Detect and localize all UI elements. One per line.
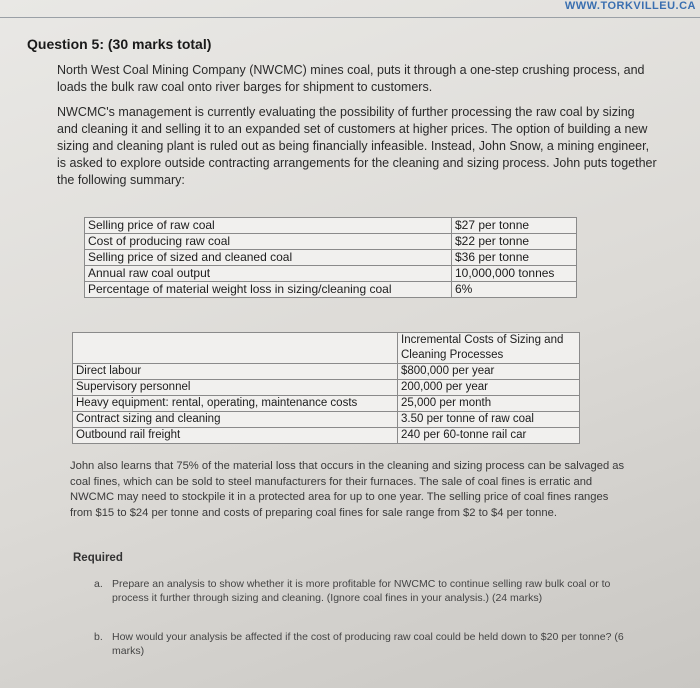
item-text: How would your analysis be affected if the cost of producing raw coal could be held down to $20 per tonne? (6 marks) bbox=[112, 631, 624, 657]
cost-label: Heavy equipment: rental, operating, maintenance costs bbox=[73, 396, 398, 412]
cost-value: 200,000 per year bbox=[398, 380, 580, 396]
table-row bbox=[85, 282, 577, 298]
summary-label: Selling price of sized and cleaned coal bbox=[85, 250, 452, 266]
cost-value: 25,000 per month bbox=[398, 396, 580, 412]
cost-label: Contract sizing and cleaning bbox=[73, 412, 398, 428]
summary-label: Percentage of material weight loss in sizing/cleaning coal bbox=[85, 282, 452, 298]
summary-value: $27 per tonne bbox=[452, 218, 577, 234]
summary-table bbox=[84, 217, 577, 298]
header-blank-cell bbox=[73, 333, 398, 364]
watermark: WWW.TORKVILLEU.CA bbox=[564, 0, 696, 12]
coal-fines-paragraph: John also learns that 75% of the material loss that occurs in the cleaning and sizing process can be salvaged as coal fines, which can be sold to steel manufacturers for their furnaces. The sale of coal fines is erratic and NWCMC may need to stockpile it in a protected area for up to one year. The selling price of coal fines ranges from $15 to $24 per tonne and costs of preparing coal fines for sale range from $2 to $4 per tonne. bbox=[70, 460, 625, 519]
summary-value: 6% bbox=[452, 282, 577, 298]
header-rule bbox=[0, 17, 700, 18]
item-text: Prepare an analysis to show whether it is more profitable for NWCMC to continue selling raw bulk coal or to process it further through sizing and cleaning. (Ignore coal fines in your analysis.) (24 marks) bbox=[112, 578, 611, 604]
table-row bbox=[85, 218, 577, 234]
summary-value: $36 per tonne bbox=[452, 250, 577, 266]
table-row bbox=[73, 396, 580, 412]
item-letter: b. bbox=[94, 631, 103, 643]
summary-value: 10,000,000 tonnes bbox=[452, 266, 577, 282]
incremental-cost-table bbox=[72, 332, 580, 444]
table-row bbox=[73, 364, 580, 380]
cost-label: Supervisory personnel bbox=[73, 380, 398, 396]
cost-value: 240 per 60-tonne rail car bbox=[398, 428, 580, 444]
table-row bbox=[73, 428, 580, 444]
table-row bbox=[85, 250, 577, 266]
table-header-row bbox=[73, 333, 580, 364]
summary-label: Selling price of raw coal bbox=[85, 218, 452, 234]
table-row bbox=[73, 380, 580, 396]
table-row bbox=[85, 266, 577, 282]
summary-label: Cost of producing raw coal bbox=[85, 234, 452, 250]
required-item-b bbox=[94, 630, 632, 658]
summary-value: $22 per tonne bbox=[452, 234, 577, 250]
cost-value: $800,000 per year bbox=[398, 364, 580, 380]
cost-label: Outbound rail freight bbox=[73, 428, 398, 444]
table-row bbox=[85, 234, 577, 250]
cost-table-header: Incremental Costs of Sizing and Cleaning Processes bbox=[398, 333, 580, 364]
cost-value: 3.50 per tonne of raw coal bbox=[398, 412, 580, 428]
question-title: Question 5: (30 marks total) bbox=[27, 36, 212, 52]
required-item-a bbox=[94, 577, 632, 605]
item-letter: a. bbox=[94, 578, 103, 590]
intro-paragraph: North West Coal Mining Company (NWCMC) mines coal, puts it through a one-step crushing process, and loads the bulk raw coal onto river barges for shipment to customers. bbox=[57, 63, 645, 94]
table-row bbox=[73, 412, 580, 428]
required-heading: Required bbox=[73, 552, 123, 564]
cost-label: Direct labour bbox=[73, 364, 398, 380]
context-paragraph: NWCMC's management is currently evaluating the possibility of further processing the raw coal by sizing and cleaning it and selling it to an expanded set of customers at higher prices. The option of building a new sizing and cleaning plant is ruled out as being financially infeasible. Instead, John Snow, a mining engineer, is asked to explore outside contracting arrangements for the cleaning and sizing process. John puts together the following summary: bbox=[57, 105, 657, 187]
summary-label: Annual raw coal output bbox=[85, 266, 452, 282]
